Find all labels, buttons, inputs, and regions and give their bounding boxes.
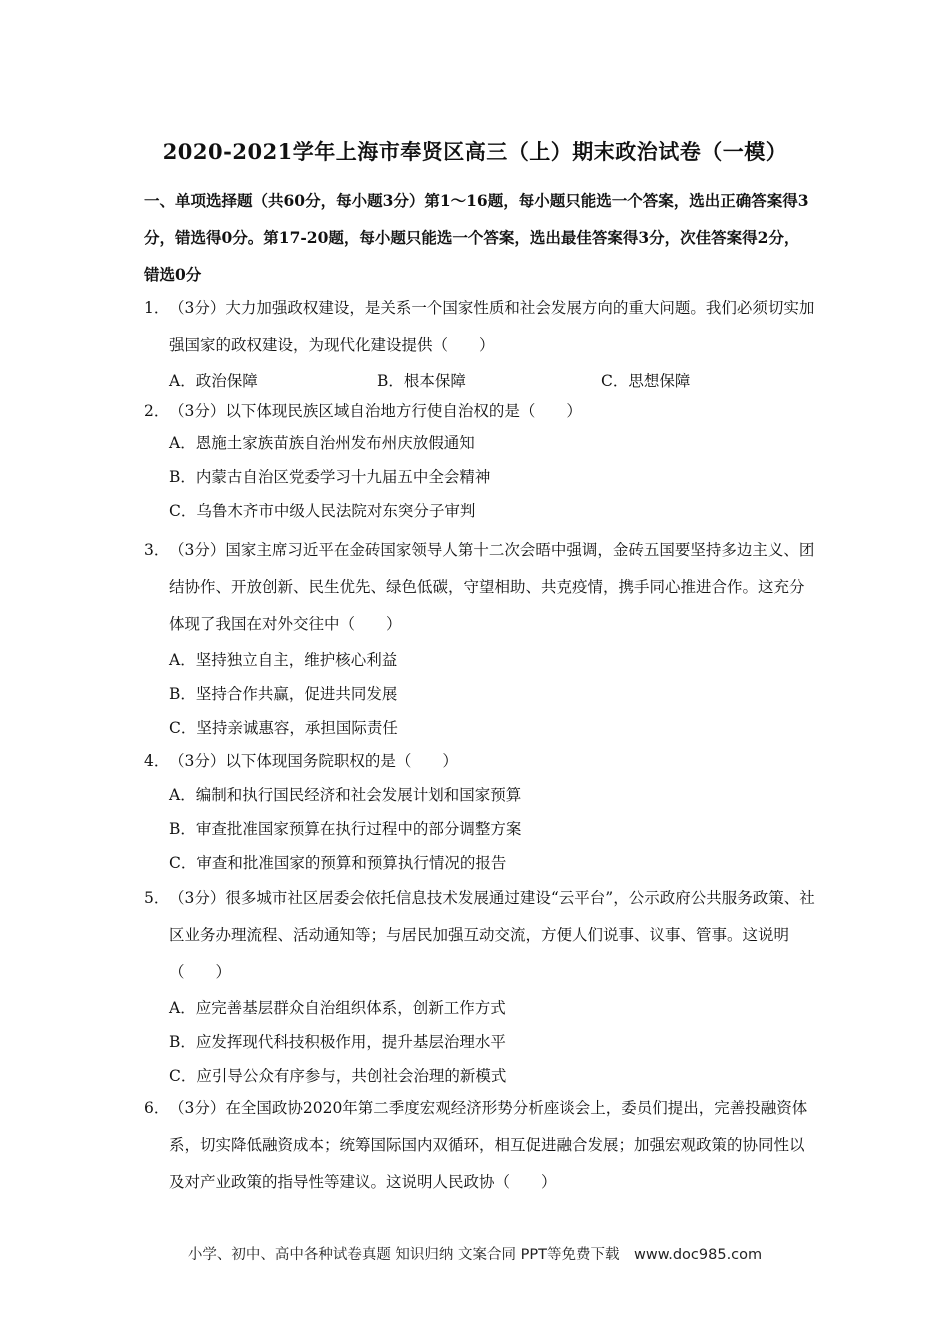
question-1 xyxy=(144,290,816,398)
question-text: （3分）国家主席习近平在金砖国家领导人第十二次会晤中强调，金砖五国要坚持多边主义、团结协作、开放创新、民生优先、绿色低碳，守望相助、共克疫情，携手同心推进合作。这充分体现了我国在对外交往中（ ） xyxy=(169,541,815,633)
option-b: B．内蒙古自治区党委学习十九届五中全会精神 xyxy=(169,468,491,486)
question-stem xyxy=(144,880,816,991)
option-c: C．坚持亲诚惠容，承担国际责任 xyxy=(169,719,398,737)
question-stem xyxy=(144,1090,816,1201)
question-2 xyxy=(144,396,816,528)
question-number: 6． xyxy=(144,1099,170,1117)
question-4 xyxy=(144,744,816,880)
question-text: （3分）很多城市社区居委会依托信息技术发展通过建设“云平台”，公示政府公共服务政策、社区业务办理流程、活动通知等；与居民加强互动交流，方便人们说事、议事、管事。这说明（ ） xyxy=(169,889,815,981)
option-c: C．乌鲁木齐市中级人民法院对东突分子审判 xyxy=(169,502,476,520)
page-title: 2020-2021学年上海市奉贤区高三（上）期末政治试卷（一模） xyxy=(162,139,788,164)
question-number: 2． xyxy=(144,402,170,420)
footer-text: 小学、初中、高中各种试卷真题 知识归纳 文案合同 PPT等免费下载 www.doc985.com xyxy=(187,1247,763,1263)
option-a: A．应完善基层群众自治组织体系，创新工作方式 xyxy=(169,999,506,1017)
question-stem xyxy=(144,744,816,778)
question-3 xyxy=(144,532,816,745)
option-b: B．审查批准国家预算在执行过程中的部分调整方案 xyxy=(169,820,522,838)
option-a: A．编制和执行国民经济和社会发展计划和国家预算 xyxy=(169,786,522,804)
option-c: C．应引导公众有序参与，共创社会治理的新模式 xyxy=(169,1067,507,1085)
option-row xyxy=(144,364,816,398)
option-b: B．应发挥现代科技积极作用，提升基层治理水平 xyxy=(169,1033,506,1051)
question-text: （3分）以下体现国务院职权的是（ ） xyxy=(169,752,458,770)
section-instructions: 一、单项选择题（共60分，每小题3分）第1～16题，每小题只能选一个答案，选出正确答案得3分，错选得0分。第17-20题，每小题只能选一个答案，选出最佳答案得3分，次佳答案得2分，错选0分 xyxy=(144,191,809,284)
question-stem xyxy=(144,532,816,643)
option-a: A．政治保障 xyxy=(169,372,258,390)
option-c: C．审查和批准国家的预算和预算执行情况的报告 xyxy=(169,854,507,872)
option-b: B．根本保障 xyxy=(377,372,466,390)
question-text: （3分）大力加强政权建设，是关系一个国家性质和社会发展方向的重大问题。我们必须切实加强国家的政权建设，为现代化建设提供（ ） xyxy=(169,299,815,354)
question-number: 5． xyxy=(144,889,170,907)
question-text: （3分）以下体现民族区域自治地方行使自治权的是（ ） xyxy=(169,402,582,420)
question-text: （3分）在全国政协2020年第二季度宏观经济形势分析座谈会上，委员们提出，完善投融资体系，切实降低融资成本；统筹国际国内双循环，相互促进融合发展；加强宏观政策的协同性以及对产业政策的指导性等建议。这说明人民政协（ ） xyxy=(169,1099,808,1191)
option-b: B．坚持合作共赢，促进共同发展 xyxy=(169,685,398,703)
option-c: C．思想保障 xyxy=(601,372,691,390)
question-number: 4． xyxy=(144,752,170,770)
question-number: 1． xyxy=(144,299,170,317)
option-a: A．恩施土家族苗族自治州发布州庆放假通知 xyxy=(169,434,475,452)
question-number: 3． xyxy=(144,541,170,559)
option-a: A．坚持独立自主，维护核心利益 xyxy=(169,651,398,669)
question-stem xyxy=(144,396,816,426)
question-6 xyxy=(144,1090,816,1201)
question-stem xyxy=(144,290,816,364)
question-5 xyxy=(144,880,816,1093)
